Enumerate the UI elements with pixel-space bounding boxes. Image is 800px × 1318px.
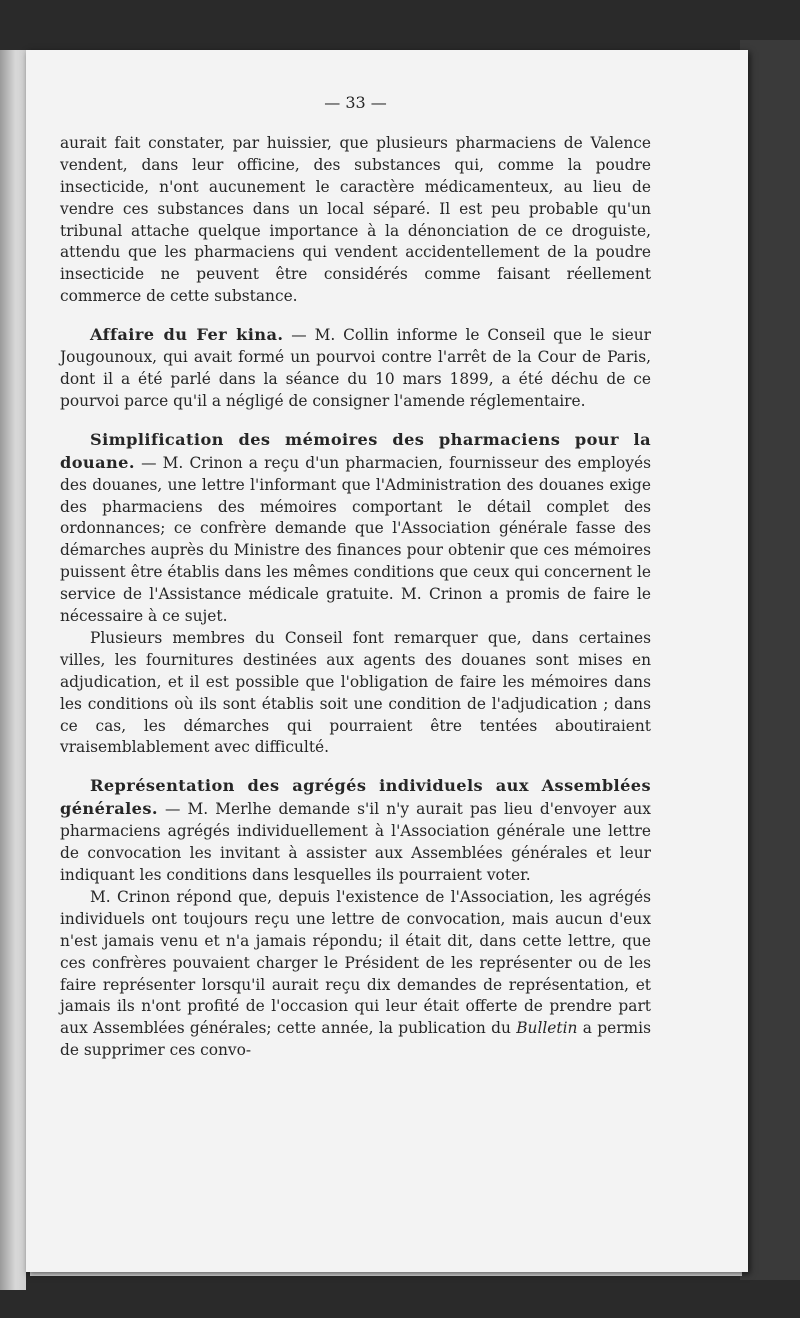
section-paragraph: Plusieurs membres du Conseil font remarquer que, dans certaines villes, les fournitures destinées aux agents des douanes sont mises en adjudication, et il est possible que l'obligation de faire les mémoires dans les conditions où ils sont établis soit une condition de l'adjudication ; dans ce cas, les démarches qui pourraient être tentées aboutiraient vraisemblablement avec difficulté. [60,628,651,757]
heading-separator: — [134,453,163,472]
section-memoires-douane [60,429,651,760]
section-paragraph: M. Crinon a reçu d'un pharmacien, fournisseur des employés des douanes, une lettre l'informant que l'Administration des douanes exige des pharmaciens des mémoires comportant le détail complet des ordonnances; ce confrère demande que l'Association générale fasse des démarches auprès du Ministre des finances pour obtenir que ces mémoires puissent être établis dans les mêmes conditions que ceux qui concernent le service de l'Assistance médicale gratuite. M. Crinon a promis de faire le nécessaire à ce sujet. [60,453,651,626]
paragraph-body: M. Crinon répond que, depuis l'existence de l'Association, les agrégés individuels ont toujours reçu une lettre de convocation, mais aucun d'eux n'est jamais venu et n'a jamais répondu; il était dit, dans cette lettre, que ces confrères pouvaient charger le Président de les représenter ou de les faire représenter lorsqu'il aurait reçu dix demandes de représentation, et jamais ils n'ont profité de l'occasion qui leur était offerte de prendre part aux Assemblées générales; cette année, la publication du [60,887,651,1038]
section-paragraph: M. Merlhe demande s'il n'y aurait pas lieu d'envoyer aux pharmaciens agrégés individuellement à l'Association générale une lettre de convocation les invitant à assister aux Assemblées générales et leur indiquant les conditions dans lesquelles ils pourraient voter. [60,800,651,884]
section-heading: Affaire du Fer kina. [90,325,284,345]
page-text [60,92,651,1062]
bulletin-title: Bulletin [516,1019,578,1038]
paragraph-continuation: a permis de supprimer ces convo- [60,1019,651,1060]
section-paragraph [60,887,651,1062]
heading-separator: — [283,326,315,345]
section-paragraph: M. Collin informe le Conseil que le sieur Jougounoux, qui avait formé un pourvoi contre l'arrêt de la Cour de Paris, dont il a été parlé dans la séance du 10 mars 1899, a été déchu de ce pourvoi parce qu'il a négligé de consigner l'amende réglementaire. [60,326,651,410]
page-number: — 33 — [324,93,387,112]
section-heading: Représentation des agrégés individuels aux Assemblées générales. [60,776,651,819]
section-agreges-individuels [60,775,651,1062]
scan-background-edge [740,40,800,1280]
intro-paragraph: aurait fait constater, par huissier, que plusieurs pharmaciens de Valence vendent, dans leur officine, des substances qui, comme la poudre insecticide, n'ont aucunement le caractère médicamenteux, au lieu de vendre ces substances dans un local séparé. Il est peu probable qu'un tribunal attache quelque importance à la dénonciation de ce droguiste, attendu que les pharmaciens qui vendent accidentellement de la poudre insecticide ne peuvent être considérés comme faisant réellement commerce de cette substance. [60,133,651,306]
section-heading: Simplification des mémoires des pharmaciens pour la douane. [60,429,651,472]
heading-separator: — [157,800,188,819]
facing-page-edge [0,50,26,1290]
section-fer-kina [60,324,651,413]
